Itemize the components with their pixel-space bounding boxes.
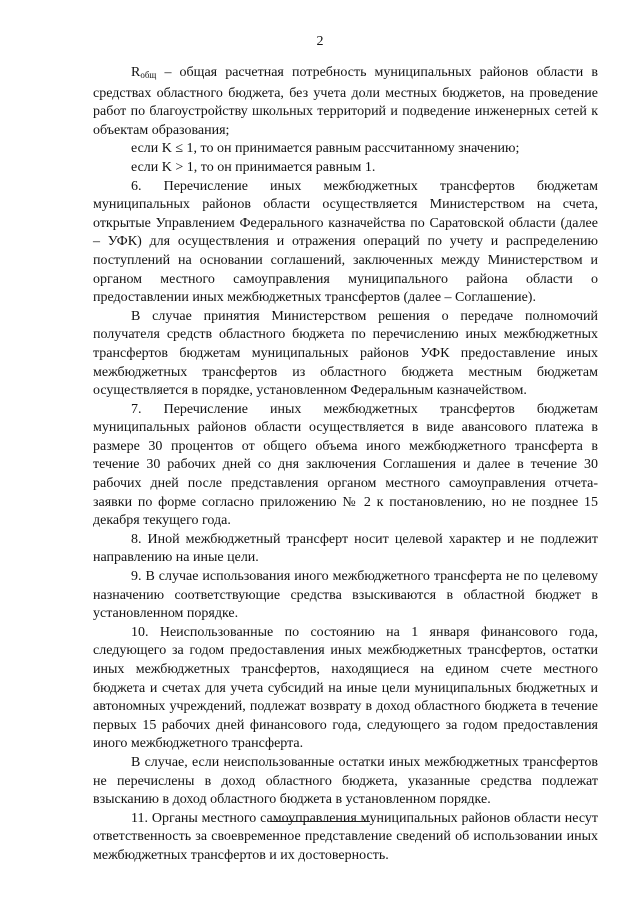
condition-line: если K ≤ 1, то он принимается равным рассчитанному значению;: [131, 141, 520, 157]
condition-line: если K > 1, то он принимается равным 1.: [131, 159, 376, 175]
definition-text: – общая расчетная потребность муниципальных районов области в средствах областного бюджета, без учета доли местных бюджетов, на проведение работ по благоустройству школьных территорий и подведение инженерных сетей к объектам образования;: [93, 65, 598, 138]
paragraph-11: 11. Органы местного самоуправления муниципальных районов области несут ответственность за своевременное представление сведений об использовании иных межбюджетных трансфертов и их достоверность.: [93, 810, 598, 863]
page-number: 2: [316, 34, 324, 49]
paragraph-6-continued: В случае принятия Министерством решения о передаче полномочий получателя средств областного бюджета по перечислению иных межбюджетных трансфертов бюджетам муниципальных районов УФК предоставление иных межбюджетных трансфертов из областного бюджета местным бюджетам осуществляется в порядке, установленном Федеральным казначейством.: [93, 308, 598, 399]
definition-symbol-subscript: общ: [140, 70, 157, 80]
paragraph-10: 10. Неиспользованные по состоянию на 1 января финансового года, следующего за годом предоставления иных межбюджетных трансфертов, остатки иных межбюджетных трансфертов, находящиеся на едином счете местного бюджета и счетах для учета субсидий на иные цели муниципальных бюджетных и автономных учреждений, подлежат возврату в доход областного бюджета в течение первых 15 рабочих дней финансового года, следующего за годом предоставления иного межбюджетного трансферта.: [93, 624, 598, 752]
paragraph-8: 8. Иной межбюджетный трансферт носит целевой характер и не подлежит направлению на иные цели.: [93, 531, 598, 566]
closing-divider: [270, 821, 370, 822]
definition-symbol: R: [131, 65, 141, 80]
paragraph-10-continued: В случае, если неиспользованные остатки иных межбюджетных трансфертов не перечислены в доход областного бюджета, указанные средства подлежат взысканию в доход областного бюджета в установленном порядке.: [93, 754, 598, 808]
paragraph-6: 6. Перечисление иных межбюджетных трансфертов бюджетам муниципальных районов области осуществляется Министерством на счета, открытые Управлением Федерального казначейства по Саратовской области (далее – УФК) для осуществления и отражения операций по учету и распределению поступлений на основании соглашений, заключенных между Министерством и органом местного самоуправления муниципального района области о предоставлении иных межбюджетных трансфертов (далее – Соглашение).: [93, 178, 598, 306]
paragraph-7: 7. Перечисление иных межбюджетных трансфертов бюджетам муниципальных районов области осуществляется в виде авансового платежа в размере 30 процентов от общего объема иного межбюджетного трансферта в течение 30 рабочих дней со дня заключения Соглашения и далее в течение 30 рабочих дней после представления органом местного самоуправления отчета-заявки по форме согласно приложению № 2 к постановлению, но не позднее 15 декабря текущего года.: [93, 401, 598, 529]
document-body: [93, 64, 598, 866]
paragraph-9: 9. В случае использования иного межбюджетного трансферта не по целевому назначению соответствующие средства взыскиваются в областной бюджет в установленном порядке.: [93, 569, 598, 622]
definition-paragraph: [93, 64, 598, 140]
